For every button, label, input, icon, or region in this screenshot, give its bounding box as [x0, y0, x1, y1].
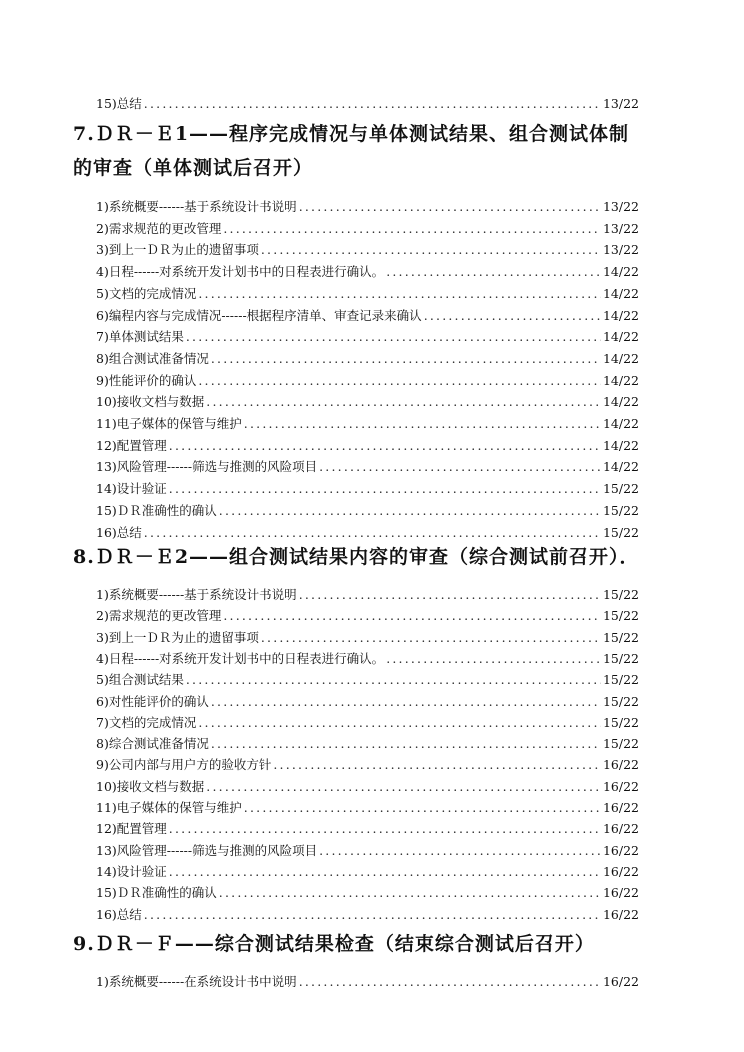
toc-entry-page: 13/22 [602, 96, 639, 111]
toc-entry-label: 1)系统概要------基于系统设计书说明 [96, 587, 297, 602]
dot-leader [261, 243, 601, 257]
toc-entry-label: 15)总结 [96, 96, 142, 111]
toc-entry-label: 15)ＤＲ准确性的确认 [96, 885, 217, 901]
dot-leader [244, 417, 601, 431]
toc-entry-page: 16/22 [602, 800, 639, 815]
toc-entry[interactable] [96, 387, 639, 409]
toc-entry-label: 16)总结 [96, 524, 142, 540]
toc-entry[interactable] [96, 344, 639, 366]
toc-entry[interactable] [96, 192, 639, 214]
toc-entry-label: 12)配置管理 [96, 437, 167, 453]
toc-entry[interactable] [96, 900, 639, 922]
toc-entry-label: 8)综合测试准备情况 [96, 736, 209, 752]
toc-entry[interactable] [96, 601, 639, 623]
toc-entry[interactable] [96, 214, 639, 236]
toc-entry[interactable] [96, 623, 639, 645]
toc-entry[interactable] [96, 89, 639, 111]
toc-entry-label: 4)日程------对系统开发计划书中的日程表进行确认。 [96, 650, 385, 666]
section-heading: 7.ＤＲ－Ｅ1——程序完成情况与单体测试结果、组合测试体制 [73, 123, 630, 145]
toc-entry-page: 14/22 [602, 350, 639, 366]
toc-entry-page: 15/22 [602, 672, 639, 688]
dot-leader [261, 631, 601, 645]
toc-entry[interactable] [96, 793, 639, 815]
toc-entry-label: 6)编程内容与完成情况------根据程序清单、审查记录来确认 [96, 307, 422, 323]
section-heading: 8.ＤＲ－Ｅ2——组合测试结果内容的审查（综合测试前召开）． [73, 546, 640, 568]
toc-entry[interactable] [96, 836, 639, 858]
dot-leader [169, 822, 601, 836]
toc-entry[interactable] [96, 496, 639, 518]
toc-entry[interactable] [96, 708, 639, 730]
dot-leader [386, 652, 601, 666]
toc-entry-page: 14/22 [602, 437, 639, 453]
dot-leader [211, 352, 601, 366]
dot-leader [198, 287, 601, 301]
toc-entry[interactable] [96, 301, 639, 323]
toc-entry[interactable] [96, 452, 639, 474]
toc-entry-page: 15/22 [602, 629, 639, 645]
toc-entry[interactable] [96, 878, 639, 900]
dot-leader [319, 844, 601, 858]
dot-leader [198, 716, 601, 730]
toc-entry-label: 7)文档的完成情况 [96, 714, 197, 730]
toc-entry-page: 14/22 [602, 285, 639, 301]
toc-entry[interactable] [96, 474, 639, 496]
toc-entry-page: 14/22 [602, 264, 639, 280]
toc-entry-label: 3)到上一ＤＲ为止的遗留事项 [96, 629, 259, 645]
dot-leader [206, 780, 601, 794]
dot-leader [198, 374, 601, 388]
toc-entry-page: 16/22 [602, 757, 639, 773]
toc-entry-page: 13/22 [602, 242, 639, 258]
toc-entry-page: 16/22 [602, 885, 639, 901]
toc-entry-page: 14/22 [602, 329, 639, 345]
dot-leader [244, 801, 601, 815]
toc-entry-label: 4)日程------对系统开发计划书中的日程表进行确认。 [96, 264, 385, 280]
toc-entry[interactable] [96, 409, 639, 431]
toc-entry-label: 15)ＤＲ准确性的确认 [96, 502, 217, 518]
dot-leader [424, 309, 601, 323]
toc-entry-page: 15/22 [602, 524, 639, 540]
dot-leader [144, 97, 601, 111]
dot-leader [186, 673, 601, 687]
toc-entry-label: 14)设计验证 [96, 481, 167, 497]
dot-leader [144, 526, 601, 540]
dot-leader [386, 265, 601, 279]
dot-leader [169, 439, 601, 453]
dot-leader [206, 395, 601, 409]
toc-entry-label: 5)文档的完成情况 [96, 285, 197, 301]
toc-entry[interactable] [96, 322, 639, 344]
dot-leader [299, 588, 601, 602]
dot-leader [219, 886, 601, 900]
toc-entry[interactable] [96, 665, 639, 687]
toc-entry-page: 14/22 [602, 372, 639, 388]
dot-leader [144, 908, 601, 922]
dot-leader [211, 737, 601, 751]
toc-entry[interactable] [96, 431, 639, 453]
toc-entry[interactable] [96, 750, 639, 772]
toc-entry-label: 2)需求规范的更改管理 [96, 220, 222, 236]
toc-entry-label: 14)设计验证 [96, 863, 167, 879]
toc-entry-page: 13/22 [602, 220, 639, 236]
toc-entry-page: 16/22 [602, 778, 639, 794]
toc-entry[interactable] [96, 857, 639, 879]
toc-entry-label: 2)需求规范的更改管理 [96, 608, 222, 624]
toc-entry-label: 13)风险管理------筛选与推测的风险项目 [96, 842, 318, 858]
dot-leader [319, 460, 601, 474]
toc-entry-page: 15/22 [602, 650, 639, 666]
dot-leader [299, 975, 601, 989]
toc-entry-label: 12)配置管理 [96, 821, 167, 837]
dot-leader [223, 609, 601, 623]
toc-entry-page: 15/22 [602, 587, 639, 602]
toc-entry-page: 14/22 [602, 307, 639, 323]
toc-entry-page: 14/22 [602, 394, 639, 410]
dot-leader [169, 482, 601, 496]
toc-entry-page: 15/22 [602, 502, 639, 518]
toc-entry-label: 10)接收文档与数据 [96, 778, 205, 794]
dot-leader [223, 222, 601, 236]
toc-entry[interactable] [96, 967, 639, 989]
toc-entry-label: 1)系统概要------基于系统设计书说明 [96, 199, 297, 214]
toc-entry[interactable] [96, 687, 639, 709]
toc-entry-page: 15/22 [602, 693, 639, 709]
toc-entry-page: 13/22 [602, 199, 639, 214]
dot-leader [211, 695, 601, 709]
toc-entry-label: 5)组合测试结果 [96, 672, 184, 688]
toc-entry-label: 8)组合测试准备情况 [96, 350, 209, 366]
dot-leader [273, 758, 601, 772]
toc-entry-page: 15/22 [602, 714, 639, 730]
section-heading: 的审查（单体测试后召开） [73, 157, 314, 179]
toc-entry-label: 7)单体测试结果 [96, 329, 184, 345]
toc-entry-label: 11)电子媒体的保管与维护 [96, 416, 242, 431]
toc-entry[interactable] [96, 580, 639, 602]
toc-entry[interactable] [96, 279, 639, 301]
toc-entry-page: 16/22 [602, 821, 639, 837]
toc-entry[interactable] [96, 366, 639, 388]
toc-entry-label: 6)对性能评价的确认 [96, 693, 209, 709]
toc-entry[interactable] [96, 814, 639, 836]
toc-entry-page: 16/22 [602, 906, 639, 922]
toc-entry-label: 9)公司内部与用户方的验收方针 [96, 757, 272, 773]
toc-entry-page: 16/22 [602, 842, 639, 858]
dot-leader [169, 865, 601, 879]
section-heading: 9.ＤＲ－Ｆ——综合测试结果检查（结束综合测试后召开） [73, 933, 595, 955]
toc-entry[interactable] [96, 644, 639, 666]
toc-entry-label: 1)系统概要------在系统设计书中说明 [96, 974, 297, 989]
toc-entry-page: 14/22 [602, 416, 639, 431]
toc-entry-label: 9)性能评价的确认 [96, 372, 197, 388]
toc-entry[interactable] [96, 257, 639, 279]
toc-entry-page: 15/22 [602, 736, 639, 752]
toc-entry[interactable] [96, 772, 639, 794]
toc-entry[interactable] [96, 235, 639, 257]
dot-leader [219, 504, 601, 518]
toc-entry-label: 10)接收文档与数据 [96, 394, 205, 410]
toc-entry-page: 16/22 [602, 974, 639, 989]
dot-leader [186, 330, 601, 344]
toc-entry-page: 15/22 [602, 608, 639, 624]
toc-entry[interactable] [96, 518, 639, 540]
toc-entry-page: 14/22 [602, 459, 639, 475]
toc-entry[interactable] [96, 729, 639, 751]
toc-entry-label: 16)总结 [96, 906, 142, 922]
toc-entry-label: 11)电子媒体的保管与维护 [96, 800, 242, 815]
dot-leader [299, 200, 601, 214]
toc-entry-page: 15/22 [602, 481, 639, 497]
toc-entry-label: 13)风险管理------筛选与推测的风险项目 [96, 459, 318, 475]
toc-entry-label: 3)到上一ＤＲ为止的遗留事项 [96, 242, 259, 258]
toc-entry-page: 16/22 [602, 863, 639, 879]
